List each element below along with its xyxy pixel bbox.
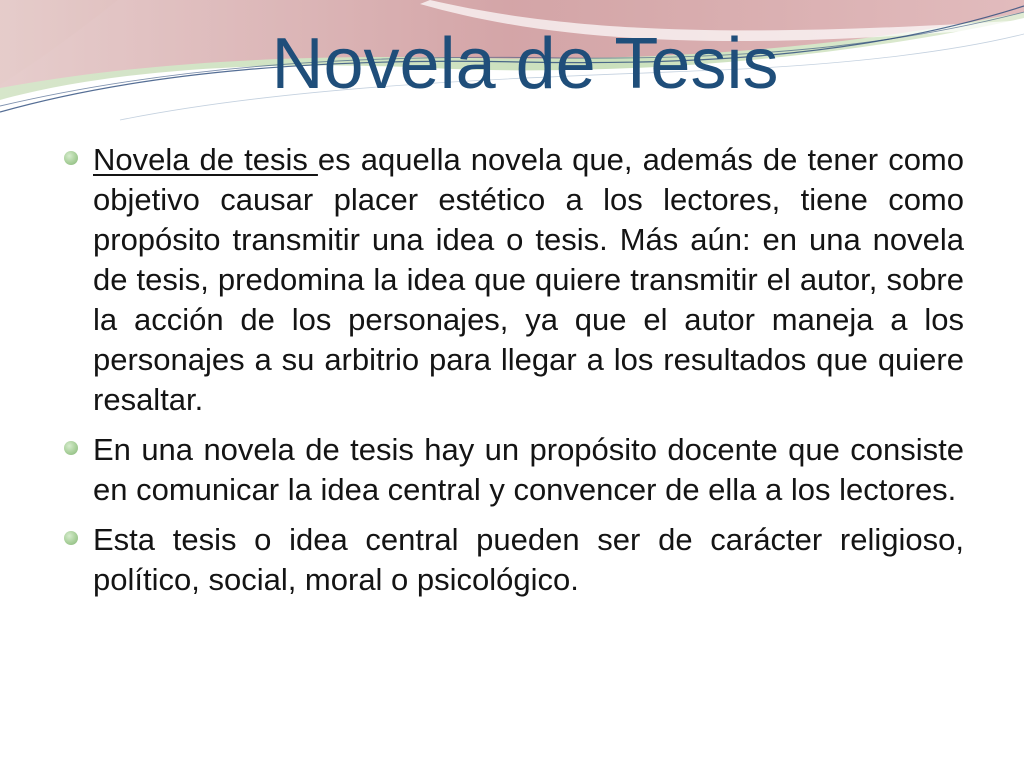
bullet-dot-icon <box>64 441 78 455</box>
bullet-text: es aquella novela que, además de tener como objetivo causar placer estético a los lectores, tiene como propósito transmitir una idea o tesis. Más aún: en una novela de tesis, predomina la idea que quiere transmitir el autor, sobre la acción de los personajes, ya que el autor maneja a los personajes a su arbitrio para llegar a los resultados que quiere resaltar. <box>93 142 964 417</box>
bullet-list <box>64 140 964 610</box>
bullet-item <box>64 430 964 510</box>
bullet-item <box>64 140 964 420</box>
slide-title: Novela de Tesis <box>271 24 779 104</box>
bullet-item <box>64 520 964 600</box>
bullet-dot-icon <box>64 151 78 165</box>
bullet-term: Novela de tesis <box>93 142 318 177</box>
bullet-dot-icon <box>64 531 78 545</box>
bullet-text: En una novela de tesis hay un propósito docente que consiste en comunicar la idea central y convencer de ella a los lectores. <box>93 432 964 507</box>
bullet-text: Esta tesis o idea central pueden ser de carácter religioso, político, social, moral o psicológico. <box>93 522 964 597</box>
